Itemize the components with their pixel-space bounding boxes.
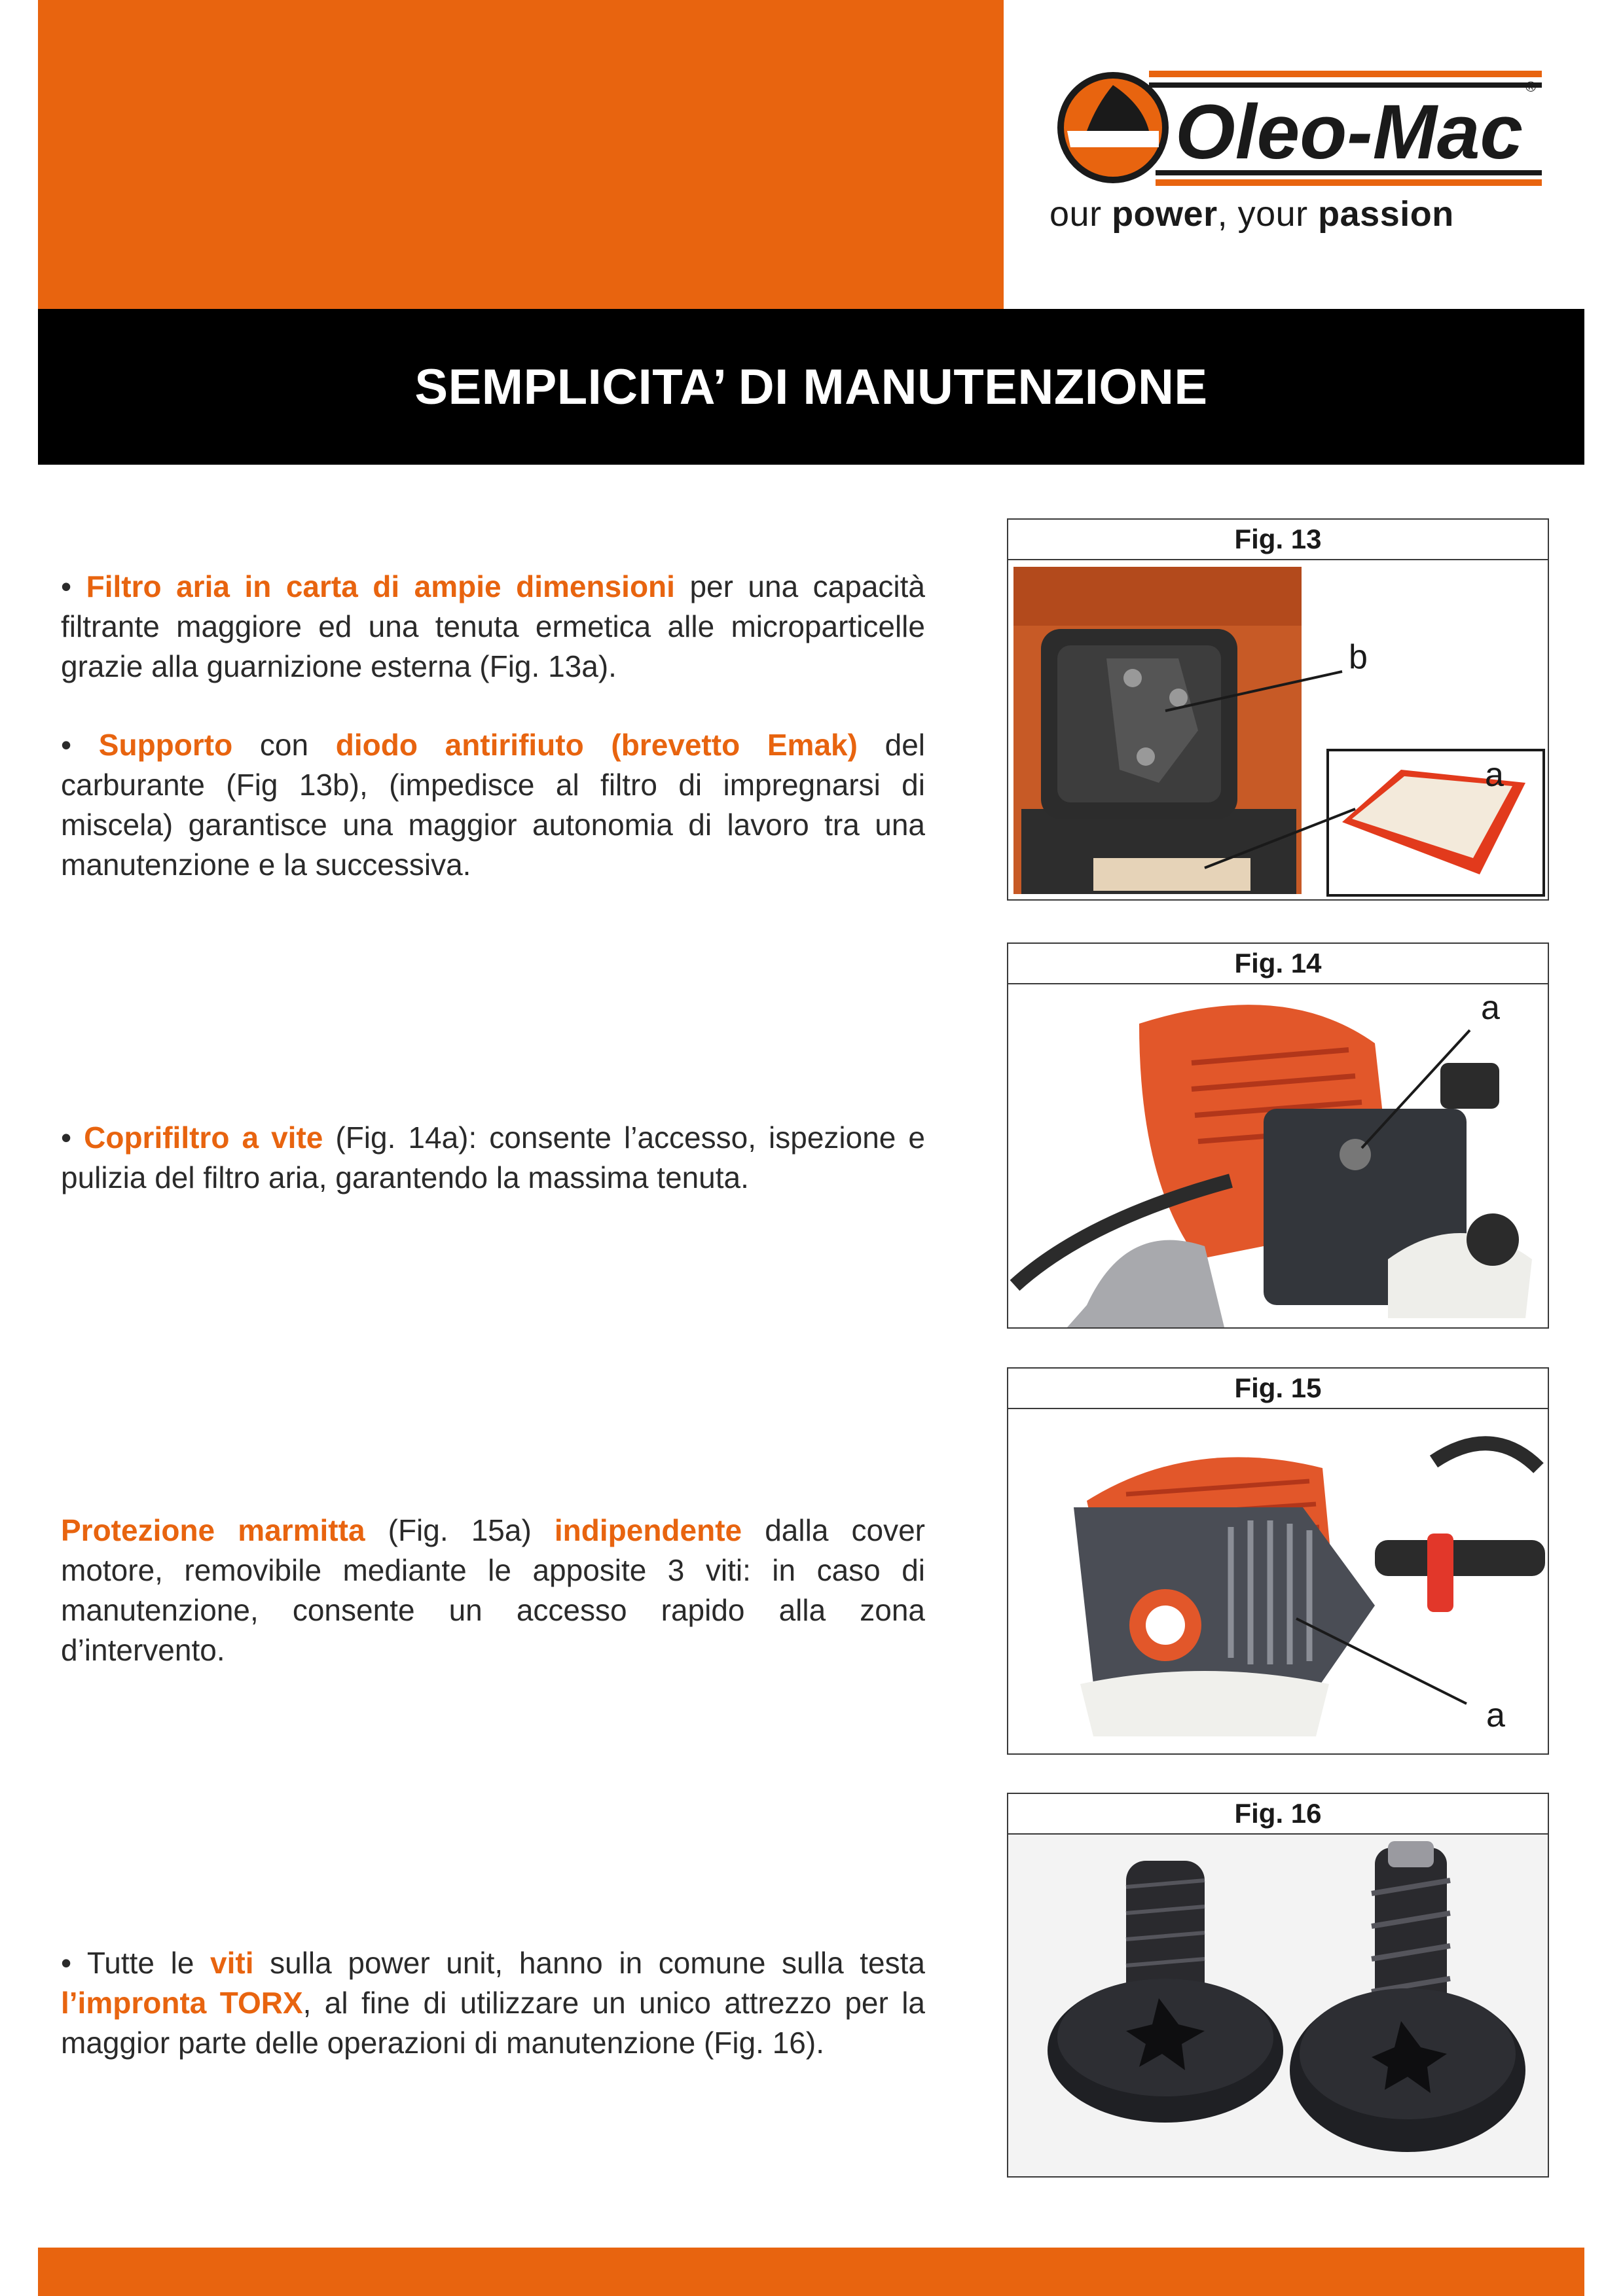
title-bar (38, 309, 1584, 465)
oleo-mac-logo-icon (1051, 65, 1548, 190)
figure-15-image (1008, 1409, 1548, 1753)
figure-15 (1007, 1367, 1549, 1755)
callout-a: a (1481, 989, 1500, 1027)
figure-13-image (1008, 560, 1548, 899)
figure-14-image (1008, 984, 1548, 1327)
figure-label: Fig. 13 (1008, 520, 1548, 560)
paragraph-filter-cover: • Coprifiltro a vite (Fig. 14a): consente l’accesso, ispezione e pulizia del filtro aria, garantendo la massima tenuta. (61, 1121, 925, 1194)
brand-tagline: our power, your passion (1049, 194, 1454, 234)
paragraph-support: • Supporto con diodo antirifiuto (brevetto Emak) del carburante (Fig 13b), (impedisce al filtro di impregnarsi di miscela) garantisce una maggior autonomia di lavoro tra una manutenzione e la successiva. (61, 728, 926, 882)
callout-a: a (1486, 1696, 1505, 1734)
callout-b: b (1349, 638, 1368, 676)
figure-16 (1007, 1793, 1549, 2178)
figure-14 (1007, 942, 1549, 1329)
figure-13 (1007, 518, 1549, 901)
footer-orange-bar (38, 2248, 1584, 2296)
callout-a: a (1485, 756, 1504, 794)
page-title: SEMPLICITA’ DI MANUTENZIONE (414, 359, 1208, 415)
figure-label: Fig. 14 (1008, 944, 1548, 984)
logo-wordmark: Oleo-Mac (1175, 89, 1523, 175)
svg-text:®: ® (1525, 79, 1537, 95)
header-orange-block (38, 0, 1004, 310)
paragraph-muffler-protection: Protezione marmitta (Fig. 15a) indipendente dalla cover motore, removibile mediante le apposite 3 viti: in caso di manutenzione, consente un accesso rapido alla zona d’intervento. (61, 1513, 925, 1667)
figure-16-image (1008, 1835, 1548, 2176)
figure-label: Fig. 16 (1008, 1794, 1548, 1835)
figure-label: Fig. 15 (1008, 1369, 1548, 1409)
paragraph-torx-screws: • Tutte le viti sulla power unit, hanno in comune sulla testa l’impronta TORX, al fine di utilizzare un unico attrezzo per la maggior parte delle operazioni di manutenzione (Fig. 16). (61, 1946, 925, 2060)
paragraph-air-filter: • Filtro aria in carta di ampie dimensioni per una capacità filtrante maggiore ed una tenuta ermetica alle microparticelle grazie alla guarnizione esterna (Fig. 13a). (61, 569, 926, 683)
